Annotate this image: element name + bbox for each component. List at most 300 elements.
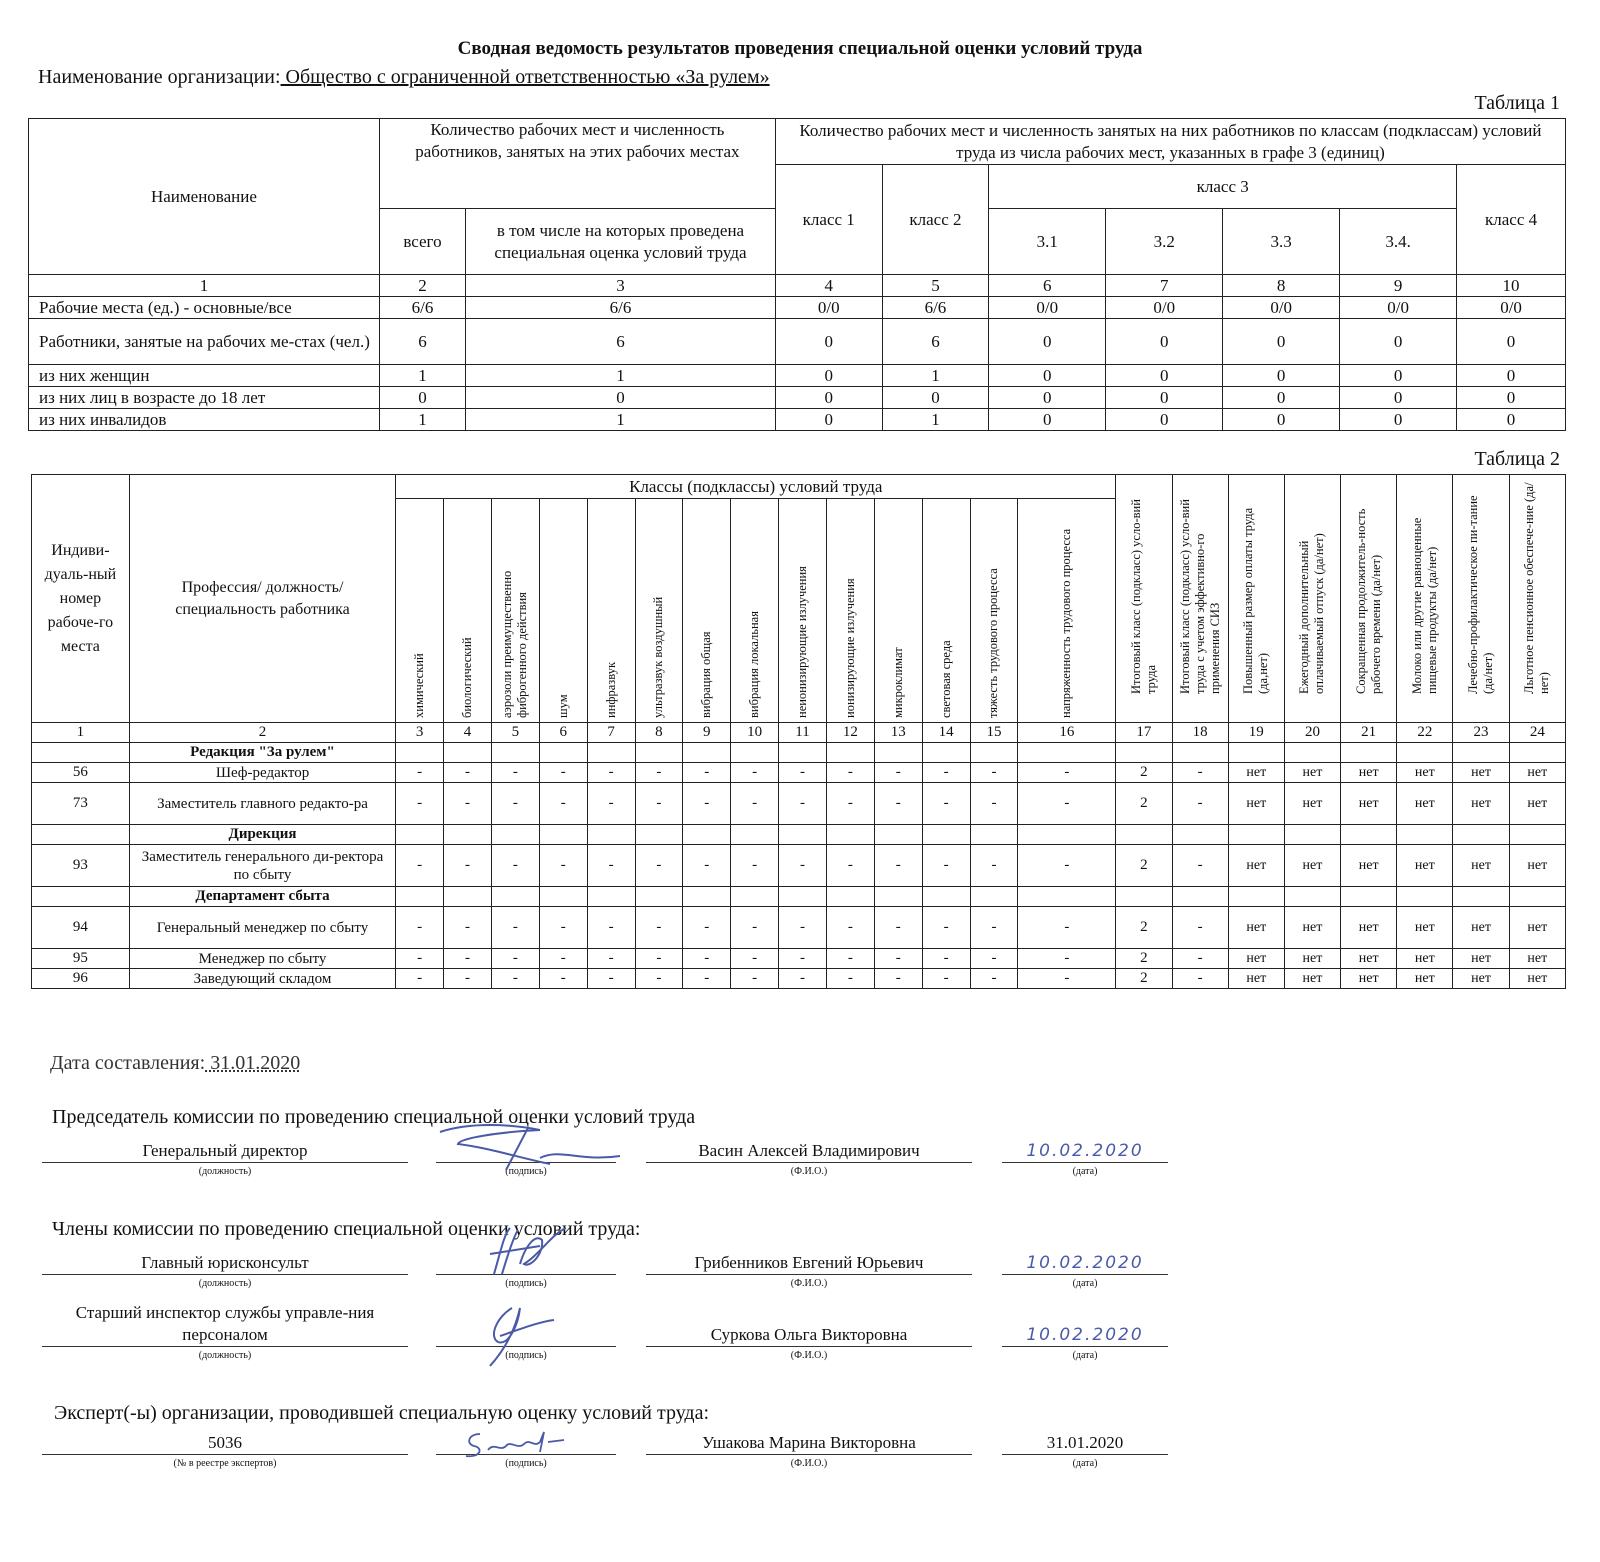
t1-cell: 1 — [466, 409, 776, 431]
t1-row-name: из них женщин — [29, 365, 380, 387]
t2-header-factor: биологический — [444, 499, 492, 723]
t2-column-numbers — [32, 723, 1566, 743]
t2-factor-value: - — [587, 907, 635, 949]
expert-signature-icon — [460, 1428, 570, 1462]
t2-column-number: 7 — [587, 723, 635, 743]
caption-signature: (подпись) — [505, 1278, 547, 1289]
t2-benefit-value: нет — [1397, 783, 1453, 825]
t2-factor-value: - — [826, 845, 874, 887]
t2-factor-value: - — [970, 763, 1018, 783]
t1-cell: 0 — [379, 387, 465, 409]
t2-factor-value: - — [683, 845, 731, 887]
t2-header-factor: микроклимат — [874, 499, 922, 723]
t2-factor-value: - — [826, 783, 874, 825]
t2-factor-value: - — [731, 763, 779, 783]
t1-cell: 0/0 — [1223, 297, 1340, 319]
t1-cell: 0 — [1340, 409, 1457, 431]
member2-date: 10.02.2020 — [1002, 1324, 1168, 1347]
t2-benefit-value: нет — [1228, 969, 1284, 989]
t2-benefit-value: нет — [1341, 763, 1397, 783]
t2-factor-value: - — [1018, 783, 1116, 825]
t2-factor-value: - — [635, 845, 683, 887]
t2-header-extra-2: Повышенный размер оплаты труда (да,нет) — [1228, 475, 1284, 723]
t2-empty-cell — [1228, 887, 1284, 907]
t1-cell: 0 — [1223, 387, 1340, 409]
t2-factor-value: - — [444, 783, 492, 825]
t2-factor-value: - — [635, 783, 683, 825]
t2-column-number: 3 — [396, 723, 444, 743]
expert-name: Ушакова Марина Викторовна — [646, 1432, 972, 1455]
t1-column-number: 4 — [775, 275, 882, 297]
summary-table-1 — [28, 118, 1566, 431]
t1-cell: 0 — [1340, 387, 1457, 409]
t1-cell: 0 — [1457, 387, 1566, 409]
caption-position: (должность) — [198, 1350, 252, 1361]
t2-factor-value: - — [874, 763, 922, 783]
t1-header-sub-3-3: 3.3 — [1223, 209, 1340, 275]
t1-column-number: 1 — [29, 275, 380, 297]
compilation-date-label: Дата составления: — [50, 1052, 206, 1074]
t2-factor-value: - — [731, 783, 779, 825]
t2-column-number: 1 — [32, 723, 130, 743]
compilation-date — [50, 1052, 300, 1075]
t2-header-factor: вибрация локальная — [731, 499, 779, 723]
t2-job-name: Менеджер по сбыту — [129, 949, 395, 969]
t1-cell: 0 — [1106, 387, 1223, 409]
t2-column-number: 8 — [635, 723, 683, 743]
t2-job-name: Генеральный менеджер по сбыту — [129, 907, 395, 949]
t2-benefit-value: нет — [1341, 949, 1397, 969]
t1-row — [29, 319, 1566, 365]
t2-factor-value: - — [396, 907, 444, 949]
chair-name: Васин Алексей Владимирович — [646, 1140, 972, 1163]
t2-factor-value: - — [635, 907, 683, 949]
t2-benefit-value: нет — [1397, 907, 1453, 949]
t2-workplace-id: 73 — [32, 783, 130, 825]
t2-header-classes: Классы (подклассы) условий труда — [396, 475, 1116, 499]
t1-cell: 0 — [989, 319, 1106, 365]
t1-header-class3: класс 3 — [989, 165, 1457, 209]
t1-cell: 0/0 — [775, 297, 882, 319]
experts-title: Эксперт(-ы) организации, проводившей специальную оценку условий труда: — [54, 1402, 710, 1424]
t2-factor-value: - — [874, 969, 922, 989]
t1-cell: 0 — [989, 365, 1106, 387]
t2-factor-value: - — [539, 763, 587, 783]
t2-empty-cell — [635, 825, 683, 845]
t2-empty-cell — [826, 743, 874, 763]
t2-factor-value: - — [491, 783, 539, 825]
t2-factor-value: - — [396, 949, 444, 969]
t2-benefit-value: нет — [1509, 969, 1565, 989]
t2-benefit-value: нет — [1284, 969, 1340, 989]
organization-line — [38, 66, 770, 89]
t2-benefit-value: нет — [1341, 907, 1397, 949]
t2-empty-cell — [444, 887, 492, 907]
t2-factor-value: - — [635, 969, 683, 989]
t2-factor-value: - — [731, 969, 779, 989]
t1-cell: 1 — [379, 409, 465, 431]
t2-factor-value: - — [444, 763, 492, 783]
t1-cell: 1 — [882, 409, 989, 431]
caption-position: (должность) — [198, 1166, 252, 1177]
table1-label: Таблица 1 — [1474, 92, 1560, 114]
t2-empty-cell — [1453, 825, 1509, 845]
t1-cell: 0 — [1106, 365, 1223, 387]
t2-workplace-id: 56 — [32, 763, 130, 783]
t2-benefit-value: нет — [1284, 949, 1340, 969]
t2-factor-value: - — [683, 907, 731, 949]
t2-section-row — [32, 743, 1566, 763]
t2-header-factor: световая среда — [922, 499, 970, 723]
t2-benefit-value: нет — [1453, 783, 1509, 825]
caption-fio: (Ф.И.О.) — [790, 1278, 828, 1289]
t2-benefit-value: нет — [1228, 907, 1284, 949]
t2-empty-cell — [587, 743, 635, 763]
members-title: Члены комиссии по проведению специальной оценки условий труда: — [52, 1218, 641, 1240]
t2-factor-value: - — [635, 763, 683, 783]
t2-benefit-value: нет — [1453, 845, 1509, 887]
t2-empty-cell — [1341, 887, 1397, 907]
t2-column-number: 4 — [444, 723, 492, 743]
t2-benefit-value: нет — [1284, 783, 1340, 825]
t2-header-extra-7: Льготное пенсионное обеспече-ние (да/нет) — [1509, 475, 1565, 723]
t2-factor-value: - — [683, 763, 731, 783]
t2-empty-cell — [683, 887, 731, 907]
t2-job-row — [32, 907, 1566, 949]
t2-column-number: 16 — [1018, 723, 1116, 743]
t2-empty-cell — [874, 743, 922, 763]
t1-cell: 6/6 — [882, 297, 989, 319]
t2-column-number: 2 — [129, 723, 395, 743]
caption-date: (дата) — [1072, 1458, 1098, 1469]
t2-factor-value: - — [874, 907, 922, 949]
chair-signature-icon — [430, 1118, 630, 1172]
t1-cell: 0 — [1340, 319, 1457, 365]
member1-signature-icon — [480, 1224, 570, 1278]
t1-row — [29, 387, 1566, 409]
t2-empty-cell — [1172, 887, 1228, 907]
t2-header-extra-1: Итоговый класс (подкласс) усло-вий труда с учетом эффективно-го применения СИЗ — [1172, 475, 1228, 723]
t2-empty-cell — [1116, 825, 1172, 845]
organization-label: Наименование организации: — [38, 66, 281, 88]
caption-position: (должность) — [198, 1278, 252, 1289]
t2-factor-value: - — [396, 763, 444, 783]
t2-empty-cell — [1509, 825, 1565, 845]
t2-job-row — [32, 949, 1566, 969]
t2-header-factor: шум — [539, 499, 587, 723]
t2-empty-cell — [1453, 887, 1509, 907]
t2-factor-value: - — [539, 949, 587, 969]
t2-empty-cell — [1284, 825, 1340, 845]
member1-date: 10.02.2020 — [1002, 1252, 1168, 1275]
t2-factor-value: - — [1018, 763, 1116, 783]
t2-empty-cell — [779, 887, 827, 907]
t1-header-class4: класс 4 — [1457, 165, 1566, 275]
t1-column-number: 2 — [379, 275, 465, 297]
t2-empty-cell — [444, 825, 492, 845]
member1-position: Главный юрисконсульт — [42, 1252, 408, 1275]
t2-empty-cell — [731, 825, 779, 845]
t2-factor-value: - — [396, 969, 444, 989]
t2-column-number: 20 — [1284, 723, 1340, 743]
t1-cell: 0 — [775, 365, 882, 387]
t2-factor-value: - — [491, 763, 539, 783]
t2-job-row — [32, 783, 1566, 825]
t2-column-number: 21 — [1341, 723, 1397, 743]
t2-factor-value: - — [491, 949, 539, 969]
t2-column-number: 23 — [1453, 723, 1509, 743]
t1-cell: 1 — [466, 365, 776, 387]
t2-factor-value: - — [970, 845, 1018, 887]
t2-empty-cell — [1172, 743, 1228, 763]
t2-benefit-value: нет — [1341, 845, 1397, 887]
t2-empty-cell — [922, 743, 970, 763]
t1-cell: 6 — [882, 319, 989, 365]
t2-header-extra-5: Молоко или другие равноценные пищевые продукты (да/нет) — [1397, 475, 1453, 723]
t1-header-class1: класс 1 — [775, 165, 882, 275]
t2-empty-cell — [683, 825, 731, 845]
t2-benefit-value: нет — [1453, 969, 1509, 989]
t2-factor-value: - — [491, 907, 539, 949]
t2-empty-cell — [396, 825, 444, 845]
t2-empty-cell — [1284, 743, 1340, 763]
t2-empty-cell — [1341, 825, 1397, 845]
t2-factor-value: - — [779, 969, 827, 989]
t1-header-assessed: в том числе на которых проведена специальная оценка условий труда — [466, 209, 776, 275]
t2-header-extra-0: Итоговый класс (подкласс) усло-вий труда — [1116, 475, 1172, 723]
t2-final-class-siz: - — [1172, 845, 1228, 887]
t2-header-extra-4: Сокращенная продолжитель-ность рабочего времени (да/нет) — [1341, 475, 1397, 723]
t2-empty-cell — [491, 887, 539, 907]
t2-benefit-value: нет — [1397, 845, 1453, 887]
t2-factor-value: - — [874, 783, 922, 825]
t2-final-class-siz: - — [1172, 949, 1228, 969]
t2-final-class-siz: - — [1172, 907, 1228, 949]
caption-registry: (№ в реестре экспертов) — [173, 1458, 277, 1469]
t2-final-class: 2 — [1116, 949, 1172, 969]
t2-factor-value: - — [396, 783, 444, 825]
t1-cell: 1 — [882, 365, 989, 387]
t2-empty-cell — [683, 743, 731, 763]
t2-header-factor: ионизирующие излучения — [826, 499, 874, 723]
t2-factor-value: - — [396, 845, 444, 887]
t2-factor-value: - — [587, 845, 635, 887]
t1-cell: 0/0 — [1457, 297, 1566, 319]
t2-empty-cell — [826, 887, 874, 907]
t1-header-sub-3-2: 3.2 — [1106, 209, 1223, 275]
t2-factor-value: - — [444, 907, 492, 949]
t2-section-id-cell — [32, 887, 130, 907]
t2-factor-value: - — [922, 783, 970, 825]
t2-empty-cell — [1018, 887, 1116, 907]
t2-factor-value: - — [826, 949, 874, 969]
t2-factor-value: - — [922, 763, 970, 783]
expert-date: 31.01.2020 — [1002, 1432, 1168, 1455]
t2-job-name: Заместитель генерального ди-ректора по сбыту — [129, 845, 395, 887]
t2-final-class: 2 — [1116, 969, 1172, 989]
t2-section-name: Дирекция — [129, 825, 395, 845]
t2-factor-value: - — [731, 949, 779, 969]
t2-empty-cell — [1397, 825, 1453, 845]
t2-empty-cell — [1397, 887, 1453, 907]
table2-label: Таблица 2 — [1474, 448, 1560, 470]
t2-column-number: 5 — [491, 723, 539, 743]
t2-empty-cell — [539, 887, 587, 907]
t1-cell: 0 — [1223, 319, 1340, 365]
t2-factor-value: - — [779, 763, 827, 783]
t2-workplace-id: 96 — [32, 969, 130, 989]
t2-factor-value: - — [922, 969, 970, 989]
t1-column-number: 6 — [989, 275, 1106, 297]
t2-factor-value: - — [922, 907, 970, 949]
t2-factor-value: - — [1018, 969, 1116, 989]
t2-factor-value: - — [683, 949, 731, 969]
t2-empty-cell — [539, 743, 587, 763]
t2-benefit-value: нет — [1509, 845, 1565, 887]
t2-column-number: 19 — [1228, 723, 1284, 743]
t2-empty-cell — [970, 743, 1018, 763]
t1-cell: 0/0 — [1106, 297, 1223, 319]
t2-column-number: 18 — [1172, 723, 1228, 743]
t2-empty-cell — [826, 825, 874, 845]
t2-empty-cell — [1228, 825, 1284, 845]
t2-section-id-cell — [32, 825, 130, 845]
caption-signature: (подпись) — [505, 1350, 547, 1361]
t2-empty-cell — [1341, 743, 1397, 763]
t2-job-name: Заведующий складом — [129, 969, 395, 989]
t2-column-number: 17 — [1116, 723, 1172, 743]
t2-factor-value: - — [731, 907, 779, 949]
t1-cell: 0 — [1457, 409, 1566, 431]
t2-factor-value: - — [922, 845, 970, 887]
t1-column-numbers — [29, 275, 1566, 297]
t1-header-name: Наименование — [29, 119, 380, 275]
t2-factor-value: - — [683, 783, 731, 825]
t2-job-row — [32, 969, 1566, 989]
t2-factor-value: - — [826, 907, 874, 949]
organization-name: Общество с ограниченной ответственностью «За рулем» — [280, 66, 770, 88]
t2-section-row — [32, 825, 1566, 845]
t2-benefit-value: нет — [1284, 907, 1340, 949]
t2-empty-cell — [874, 887, 922, 907]
t1-cell: 0 — [1106, 409, 1223, 431]
t2-section-id-cell — [32, 743, 130, 763]
caption-signature: (подпись) — [505, 1458, 547, 1469]
t2-empty-cell — [444, 743, 492, 763]
t2-benefit-value: нет — [1509, 907, 1565, 949]
t2-empty-cell — [970, 887, 1018, 907]
t1-header-sub-3-1: 3.1 — [989, 209, 1106, 275]
t2-empty-cell — [1397, 743, 1453, 763]
t1-cell: 6/6 — [466, 297, 776, 319]
t2-benefit-value: нет — [1228, 949, 1284, 969]
t1-row-name: Рабочие места (ед.) - основные/все — [29, 297, 380, 319]
t1-cell: 0 — [882, 387, 989, 409]
t2-column-number: 14 — [922, 723, 970, 743]
t1-cell: 0 — [989, 409, 1106, 431]
document-title: Сводная ведомость результатов проведения специальной оценки условий труда — [457, 38, 1143, 59]
t2-empty-cell — [396, 887, 444, 907]
summary-table-2 — [31, 474, 1566, 989]
t2-factor-value: - — [539, 969, 587, 989]
t2-empty-cell — [1228, 743, 1284, 763]
t2-empty-cell — [731, 887, 779, 907]
t1-row — [29, 409, 1566, 431]
t2-benefit-value: нет — [1228, 783, 1284, 825]
t2-workplace-id: 94 — [32, 907, 130, 949]
t2-column-number: 6 — [539, 723, 587, 743]
t2-factor-value: - — [874, 949, 922, 969]
t2-column-number: 9 — [683, 723, 731, 743]
t2-factor-value: - — [922, 949, 970, 969]
t1-cell: 0 — [775, 319, 882, 365]
member2-name: Суркова Ольга Викторовна — [646, 1324, 972, 1347]
t2-factor-value: - — [491, 969, 539, 989]
t2-empty-cell — [922, 887, 970, 907]
t2-benefit-value: нет — [1509, 763, 1565, 783]
t2-empty-cell — [731, 743, 779, 763]
t1-cell: 6/6 — [379, 297, 465, 319]
t2-benefit-value: нет — [1509, 783, 1565, 825]
t2-empty-cell — [779, 743, 827, 763]
t2-empty-cell — [1284, 887, 1340, 907]
t2-factor-value: - — [826, 763, 874, 783]
t2-workplace-id: 95 — [32, 949, 130, 969]
t2-empty-cell — [539, 825, 587, 845]
t2-column-number: 12 — [826, 723, 874, 743]
t1-row-name: Работники, занятые на рабочих ме-стах (чел.) — [29, 319, 380, 365]
t2-factor-value: - — [874, 845, 922, 887]
t2-factor-value: - — [970, 969, 1018, 989]
t2-header-factor: вибрация общая — [683, 499, 731, 723]
t1-column-number: 5 — [882, 275, 989, 297]
t2-job-row — [32, 763, 1566, 783]
t2-empty-cell — [587, 825, 635, 845]
t2-empty-cell — [1509, 887, 1565, 907]
t2-final-class-siz: - — [1172, 763, 1228, 783]
caption-fio: (Ф.И.О.) — [790, 1350, 828, 1361]
t2-header-factor: инфразвук — [587, 499, 635, 723]
chair-date: 10.02.2020 — [1002, 1140, 1168, 1163]
t2-header-factor: тяжесть трудового процесса — [970, 499, 1018, 723]
t2-final-class: 2 — [1116, 845, 1172, 887]
t2-empty-cell — [1018, 743, 1116, 763]
t2-factor-value: - — [970, 949, 1018, 969]
t1-cell: 0 — [1223, 365, 1340, 387]
t2-benefit-value: нет — [1341, 969, 1397, 989]
t2-factor-value: - — [587, 969, 635, 989]
t2-empty-cell — [970, 825, 1018, 845]
t2-benefit-value: нет — [1453, 907, 1509, 949]
t1-cell: 0 — [989, 387, 1106, 409]
t1-cell: 0 — [466, 387, 776, 409]
t1-row — [29, 297, 1566, 319]
t2-column-number: 13 — [874, 723, 922, 743]
t2-factor-value: - — [539, 783, 587, 825]
t2-empty-cell — [1509, 743, 1565, 763]
t2-empty-cell — [779, 825, 827, 845]
t1-cell: 0 — [1223, 409, 1340, 431]
t1-row-name: из них лиц в возрасте до 18 лет — [29, 387, 380, 409]
t1-cell: 0 — [775, 409, 882, 431]
t2-factor-value: - — [683, 969, 731, 989]
member1-name: Грибенников Евгений Юрьевич — [646, 1252, 972, 1275]
t2-header-extra-3: Ежегодный дополнительный оплачиваемый отпуск (да/нет) — [1284, 475, 1340, 723]
t2-benefit-value: нет — [1397, 763, 1453, 783]
t2-empty-cell — [874, 825, 922, 845]
t1-cell: 0 — [1106, 319, 1223, 365]
t2-job-row — [32, 845, 1566, 887]
